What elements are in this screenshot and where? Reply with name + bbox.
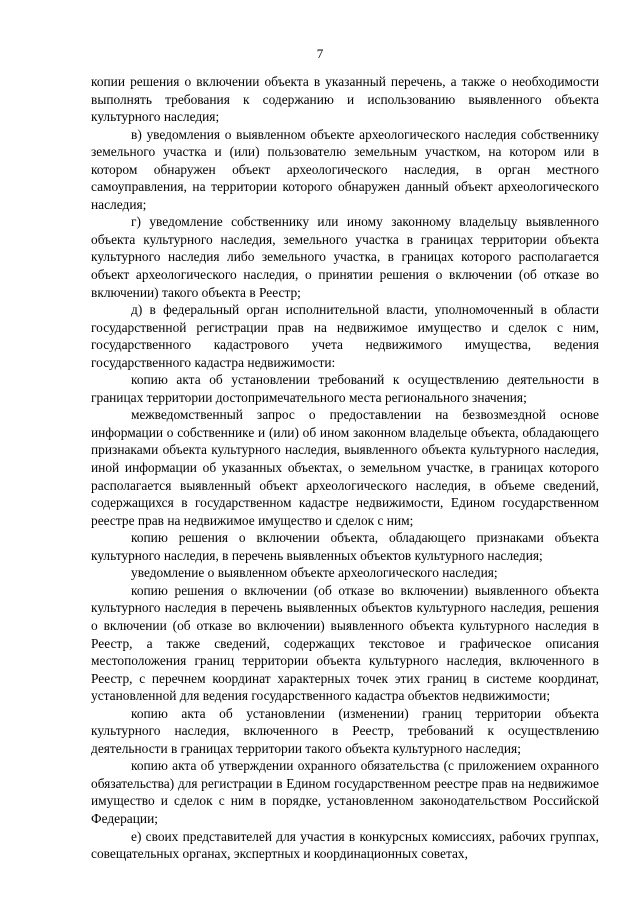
paragraph: в) уведомления о выявленном объекте археологического наследия собственнику земельного участка и (или) пользователю земельным участком, на котором или в котором обнаружен объект археологического наследия, в орган местного самоуправления, на территории которого обнаружен данный объект археологического наследия;	[91, 126, 599, 212]
paragraph: копию решения о включении (об отказе во включении) выявленного объекта культурного наследия в перечень выявленных объектов культурного наследия, решения о включении (об отказе во включении) выявленного объекта культурного наследия в Реестр, а также сведений, содержащих текстовое и графическое описания местоположения границ территории объекта культурного наследия, включенного в Реестр, с перечнем координат характерных точек этих границ в системе координат, установленной для ведения государственного кадастра объектов недвижимости;	[91, 582, 599, 704]
document-body	[91, 73, 599, 863]
paragraph: межведомственный запрос о предоставлении на безвозмездной основе информации о собственнике и (или) об ином законном владельце объекта, обладающего признаками объекта культурного наследия, выявленного объекта культурного наследия, иной информации об указанных объектах, о земельном участке, в границах которого располагается выявленный объект археологического наследия, в объеме сведений, содержащихся в государственном кадастре недвижимости, Едином государственном реестре прав на недвижимое имущество и сделок с ним;	[91, 407, 599, 528]
paragraph: копию акта об утверждении охранного обязательства (с приложением охранного обязательства) для регистрации в Едином государственном реестре прав на недвижимое имущество и сделок с ним в порядке, установленном законодательством Российской Федерации;	[91, 758, 599, 826]
paragraph: копии решения о включении объекта в указанный перечень, а также о необходимости выполнять требования к содержанию и использованию выявленного объекта культурного наследия;	[91, 74, 599, 125]
paragraph: д) в федеральный орган исполнительной власти, уполномоченный в области государственной регистрации прав на недвижимое имущество и сделок с ним, государственного кадастрового учета недвижимого имущества, ведения государственного кадастра недвижимости:	[91, 302, 599, 370]
paragraph: копию акта об установлении требований к осуществлению деятельности в границах территории достопримечательного места регионального значения;	[91, 372, 599, 405]
paragraph: е) своих представителей для участия в конкурсных комиссиях, рабочих группах, совещательных органах, экспертных и координационных советах,	[91, 828, 599, 862]
paragraph: г) уведомление собственнику или иному законному владельцу выявленного объекта культурного наследия, земельного участка в границах территории объекта культурного наследия либо земельного участка, в границах которого располагается объект археологического наследия, о принятии решения о включении (об отказе во включении) такого объекта в Реестр;	[91, 214, 599, 300]
paragraph: уведомление о выявленном объекте археологического наследия;	[131, 565, 498, 581]
page-number: 7	[316, 46, 324, 61]
paragraph: копию решения о включении объекта, обладающего признаками объекта культурного наследия, в перечень выявленных объектов культурного наследия;	[91, 530, 599, 563]
paragraph: копию акта об установлении (изменении) границ территории объекта культурного наследия, включенного в Реестр, требований к осуществлению деятельности в границах территории такого объекта культурного наследия;	[91, 705, 599, 756]
